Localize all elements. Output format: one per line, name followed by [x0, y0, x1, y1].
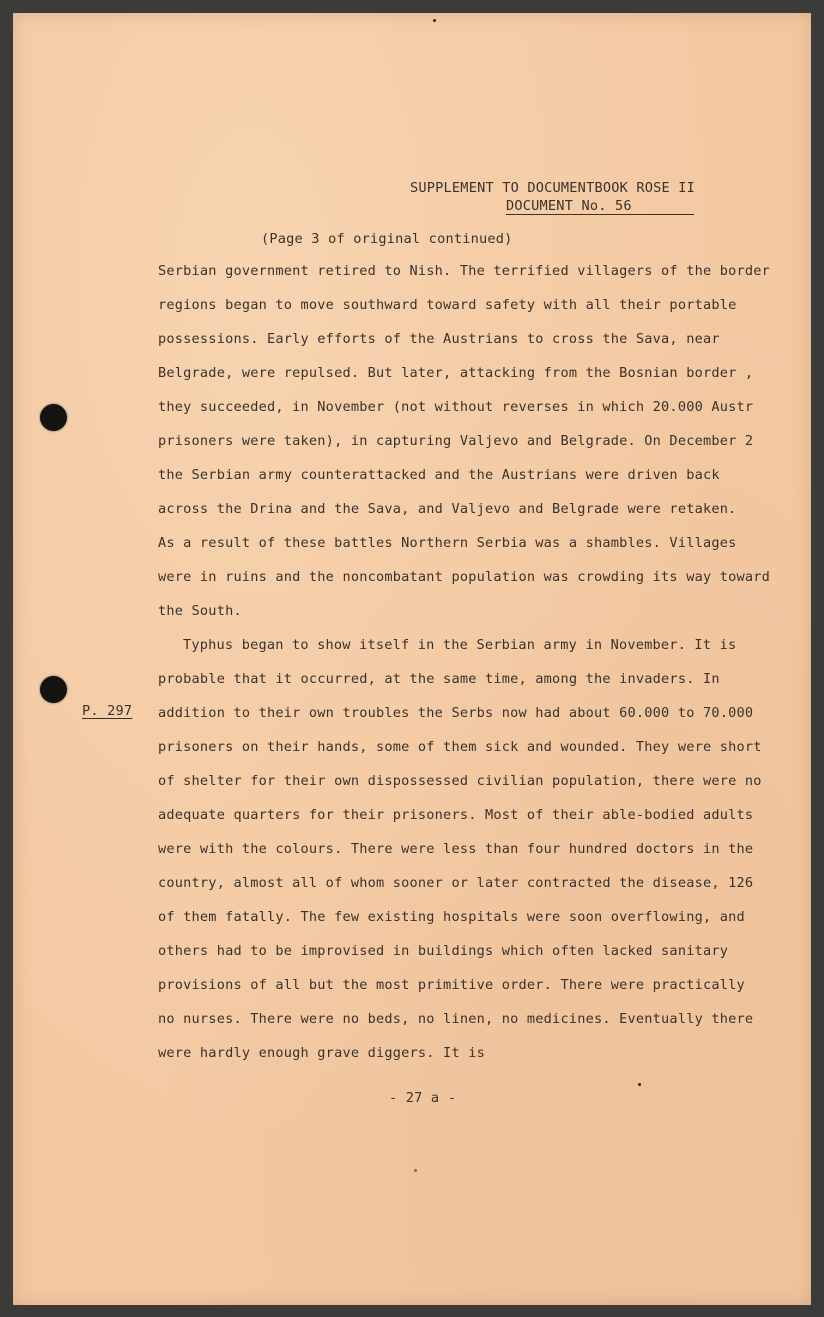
text-line: of them fatally. The few existing hospitals were soon overflowing, and — [158, 909, 745, 925]
document-page — [13, 13, 811, 1305]
text-line: across the Drina and the Sava, and Valjevo and Belgrade were retaken. — [158, 501, 737, 517]
text-line: provisions of all but the most primitive order. There were practically — [158, 977, 745, 993]
text-line: were with the colours. There were less than four hundred doctors in the — [158, 841, 754, 857]
text-line: country, almost all of whom sooner or later contracted the disease, 126 — [158, 875, 754, 891]
text-line: of shelter for their own dispossessed civilian population, there were no — [158, 773, 762, 789]
text-line: adequate quarters for their prisoners. Most of their able-bodied adults — [158, 807, 754, 823]
paper-speck — [433, 19, 436, 22]
header-document-number: DOCUMENT No. 56 — [506, 198, 632, 214]
text-line: the South. — [158, 603, 242, 619]
text-line: no nurses. There were no beds, no linen, no medicines. Eventually there — [158, 1011, 754, 1027]
margin-page-reference: P. 297 — [82, 703, 133, 719]
text-line: regions began to move southward toward safety with all their portable — [158, 297, 737, 313]
text-line: were in ruins and the noncombatant population was crowding its way toward — [158, 569, 771, 585]
page-number: - 27 a - — [389, 1090, 457, 1106]
continued-note: (Page 3 of original continued) — [261, 231, 513, 247]
text-line: probable that it occurred, at the same time, among the invaders. In — [158, 671, 720, 687]
text-line: were hardly enough grave diggers. It is — [158, 1045, 485, 1061]
text-line: Serbian government retired to Nish. The terrified villagers of the border — [158, 263, 771, 279]
header-title: SUPPLEMENT TO DOCUMENTBOOK ROSE II — [410, 180, 696, 196]
text-line: possessions. Early efforts of the Austrians to cross the Sava, near — [158, 331, 720, 347]
text-line: prisoners were taken), in capturing Valjevo and Belgrade. On December 2 — [158, 433, 754, 449]
text-line: they succeeded, in November (not without reverses in which 20.000 Austr — [158, 399, 754, 415]
text-line: prisoners on their hands, some of them sick and wounded. They were short — [158, 739, 762, 755]
text-line: As a result of these battles Northern Serbia was a shambles. Villages — [158, 535, 737, 551]
text-line: Belgrade, were repulsed. But later, attacking from the Bosnian border , — [158, 365, 754, 381]
header-underline — [506, 214, 694, 215]
paper-speck — [414, 1169, 417, 1172]
text-line: Typhus began to show itself in the Serbian army in November. It is — [183, 637, 737, 653]
text-line: others had to be improvised in buildings which often lacked sanitary — [158, 943, 729, 959]
paper-speck — [638, 1083, 641, 1086]
punch-hole-top — [40, 404, 67, 431]
text-line: the Serbian army counterattacked and the Austrians were driven back — [158, 467, 720, 483]
text-line: addition to their own troubles the Serbs now had about 60.000 to 70.000 — [158, 705, 754, 721]
punch-hole-bottom — [40, 676, 67, 703]
